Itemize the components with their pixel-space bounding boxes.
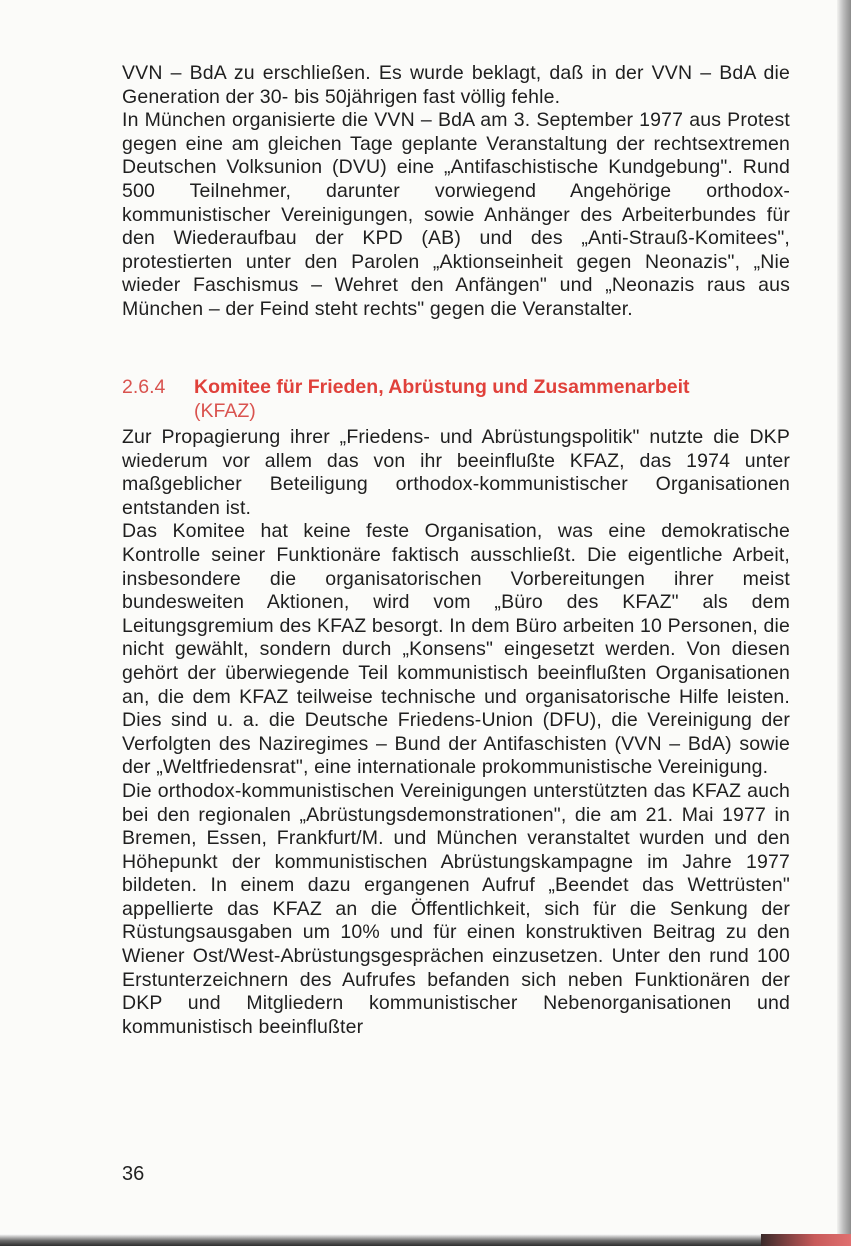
bottom-edge-shadow: [0, 1234, 851, 1246]
paragraph: Das Komitee hat keine feste Organisation, was eine demokratische Kontrolle seiner Funktionäre faktisch ausschließt. Die eigentliche Arbeit, insbesondere die organisatorischen Vorbereitungen ihrer meist bundesweiten Aktionen, wird vom „Büro des KFAZ" als dem Leitungsgremium des KFAZ besorgt. In dem Büro arbeiten 10 Personen, die nicht gewählt, sondern durch „Konsens" eingesetzt werden. Von diesen gehört der überwiegende Teil kommunistisch beeinflußten Organisationen an, die dem KFAZ teilweise technische und organisatorische Hilfe leisten. Dies sind u. a. die Deutsche Friedens-Union (DFU), die Vereinigung der Verfolgten des Naziregimes – Bund der Antifaschisten (VVN – BdA) sowie der „Weltfriedensrat", eine internationale prokommunistische Vereinigung.: [122, 520, 790, 779]
page-number: 36: [122, 1163, 145, 1185]
section-title-wrap: [194, 376, 754, 423]
page-edge-shadow: [837, 0, 851, 1246]
paragraph: Die orthodox-kommunistischen Vereinigungen unterstützten das KFAZ auch bei den regionalen „Abrüstungsdemonstrationen", die am 21. Mai 1977 in Bremen, Essen, Frankfurt/M. und München veranstaltet wurden und den Höhepunkt der kommunistischen Abrüstungskampagne im Jahre 1977 bildeten. In einem dazu ergangenen Aufruf „Beendet das Wettrüsten" appellierte das KFAZ an die Öffentlichkeit, sich für die Senkung der Rüstungsausgaben um 10% und für einen konstruktiven Beitrag zu den Wiener Ost/West-Abrüstungsgesprächen einzusetzen. Unter den rund 100 Erstunterzeichnern des Aufrufes befanden sich neben Funktionären der DKP und Mitgliedern kommunistischer Nebenorganisationen und kommunistisch beeinflußter: [122, 779, 790, 1038]
section-title: Komitee für Frieden, Abrüstung und Zusammenarbeit: [194, 376, 690, 398]
paragraph: VVN – BdA zu erschließen. Es wurde beklagt, daß in der VVN – BdA die Generation der 30- bis 50jährigen fast völlig fehle.: [122, 62, 790, 108]
section-number: 2.6.4: [122, 376, 166, 398]
paragraph: Zur Propagierung ihrer „Friedens- und Abrüstungspolitik" nutzte die DKP wiederum vor allem das von ihr beeinflußte KFAZ, das 1974 unter maßgeblicher Beteiligung orthodox-kommunistischer Organisationen entstanden ist.: [122, 426, 790, 519]
paragraph: In München organisierte die VVN – BdA am 3. September 1977 aus Protest gegen eine am gleichen Tage geplante Veranstaltung der rechtsextremen Deutschen Volksunion (DVU) eine „Antifaschistische Kundgebung". Rund 500 Teilnehmer, darunter vorwiegend Angehörige orthodox-kommunistischer Vereinigungen, sowie Anhänger des Arbeiterbundes für den Wiederaufbau der KPD (AB) und des „Anti-Strauß-Komitees", protestierten unter den Parolen „Aktionseinheit gegen Neonazis", „Nie wieder Faschismus – Wehret den Anfängen" und „Neonazis raus aus München – der Feind steht rechts" gegen die Veranstalter.: [122, 109, 790, 320]
section-body: [122, 426, 790, 1039]
opening-paragraphs: [122, 62, 790, 322]
bottom-edge-mark: [761, 1234, 851, 1246]
section-abbreviation: (KFAZ): [194, 399, 256, 422]
